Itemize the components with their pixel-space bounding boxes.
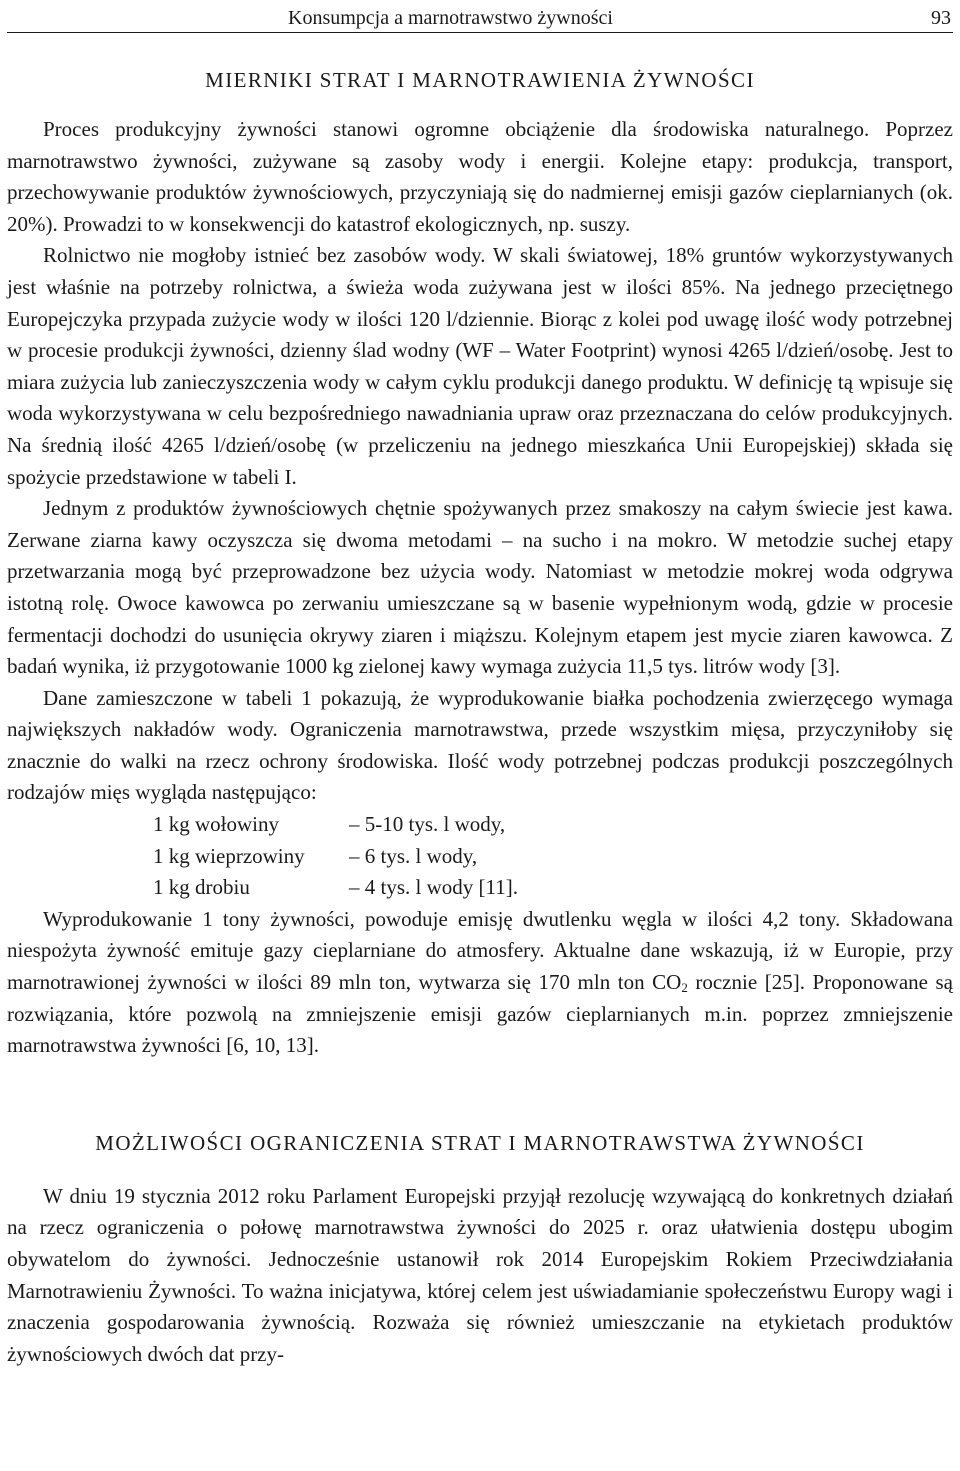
- section-heading-measures: MIERNIKI STRAT I MARNOTRAWIENIA ŻYWNOŚCI: [205, 68, 755, 92]
- meat-value: – 5-10 tys. l wody,: [349, 812, 506, 837]
- co2-subscript: 2: [681, 980, 688, 996]
- list-item: [7, 841, 953, 873]
- meat-water-list: [7, 809, 953, 904]
- meat-value: – 6 tys. l wody,: [349, 843, 478, 868]
- meat-value: – 4 tys. l wody [11].: [349, 875, 518, 900]
- page: [7, 0, 953, 1370]
- emissions-text-start: Wyprodukowanie 1 tony żywności, powoduje emisję dwutlenku węgla w ilości 4,2 tony. Składowana niespożyta żywność emituje gazy cieplarniane do atmosfery. Aktualne dane wskazują, iż w Europie, przy marnotrawionej żywności w ilości 89 mln ton, wytwarza się 170 mln ton CO: [7, 906, 953, 995]
- running-title: Konsumpcja a marnotrawstwo żywności: [288, 7, 613, 29]
- meat-item: 1 kg drobiu: [153, 875, 250, 900]
- paragraph-resolution: W dniu 19 stycznia 2012 roku Parlament Europejski przyjął rezolucję wzywającą do konkretnych działań na rzecz ograniczenia o połowę marnotrawstwa żywności do 2025 r. oraz ułatwienia dostępu ubogim obywatelom do żywności. Jednocześnie ustanowił rok 2014 Europejskim Rokiem Przeciwdziałania Marnotrawieniu Żywności. To ważna inicjatywa, której celem jest uświadamianie społeczeństwu Europy wagi i znaczenia gospodarowania żywnością. Rozważa się również umieszczanie na etykietach produktów żywnościowych dwóch dat przy-: [7, 1183, 953, 1366]
- meat-item: 1 kg wieprzowiny: [153, 843, 305, 868]
- paragraph-coffee: Jednym z produktów żywnościowych chętnie spożywanych przez smakoszy na całym świecie jest kawa. Zerwane ziarna kawy oczyszcza się dwoma metodami – na sucho i na mokro. W metodzie suchej etapy przetwarzania mogą być przeprowadzone bez użycia wody. Natomiast w metodzie mokrej woda odgrywa istotną rolę. Owoce kawowca po zerwaniu umieszczane są w basenie wypełnionym wodą, gdzie w procesie fermentacji dochodzi do usunięcia okrywy ziaren i miąższu. Kolejnym etapem jest mycie ziaren kawowca. Z badań wynika, iż przygotowanie 1000 kg zielonej kawy wymaga zużycia 11,5 tys. litrów wody [3].: [7, 496, 953, 679]
- page-number: 93: [931, 7, 951, 29]
- section-body-reduction: [7, 1181, 953, 1371]
- list-item: [7, 872, 953, 904]
- section-body-measures: [7, 114, 953, 1062]
- running-header: [7, 0, 953, 33]
- paragraph-water: Rolnictwo nie mogłoby istnieć bez zasobów wody. W skali światowej, 18% gruntów wykorzystywanych jest właśnie na potrzeby rolnictwa, a świeża woda zużywana jest w ilości 85%. Na jednego przeciętnego Europejczyka przypada zużycie wody w ilości 120 l/dziennie. Biorąc z kolei pod uwagę ilość wody potrzebnej w procesie produkcji żywności, dzienny ślad wodny (WF – Water Footprint) wynosi 4265 l/dzień/osobę. Jest to miara zużycia lub zanieczyszczenia wody w całym cyklu produkcji danego produktu. W definicję tą wpisuje się woda wykorzystywana w celu bezpośredniego nawadniania upraw oraz przeznaczana do celów produkcyjnych. Na średnią ilość 4265 l/dzień/osobę (w przeliczeniu na jednego mieszkańca Unii Europejskiej) składa się spożycie przedstawione w tabeli I.: [7, 243, 953, 489]
- paragraph-meat: Dane zamieszczone w tabeli 1 pokazują, że wyprodukowanie białka pochodzenia zwierzęcego wymaga największych nakładów wody. Ograniczenia marnotrawstwa, przede wszystkim mięsa, przyczyniłoby się znacznie do walki na rzecz ochrony środowiska. Ilość wody potrzebnej podczas produkcji poszczególnych rodzajów mięs wygląda następująco:: [7, 685, 953, 805]
- section-heading-reduction: MOŻLIWOŚCI OGRANICZENIA STRAT I MARNOTRAWSTWA ŻYWNOŚCI: [95, 1130, 865, 1155]
- paragraph-production: Proces produkcyjny żywności stanowi ogromne obciążenie dla środowiska naturalnego. Poprzez marnotrawstwo żywności, zużywane są zasoby wody i energii. Kolejne etapy: produkcja, transport, przechowywanie produktów żywnościowych, przyczyniają się do nadmiernej emisji gazów cieplarnianych (ok. 20%). Prowadzi to w konsekwencji do katastrof ekologicznych, np. suszy.: [7, 117, 953, 236]
- paragraph-emissions: [7, 904, 953, 1062]
- emissions-text-end: rocznie [25]. Proponowane są rozwiązania, które pozwolą na zmniejszenie emisji gazów cieplarnianych m.in. poprzez zmniejszenie marnotrawstwa żywności [6, 10, 13].: [7, 970, 953, 1058]
- meat-item: 1 kg wołowiny: [153, 812, 279, 837]
- list-item: [7, 809, 953, 841]
